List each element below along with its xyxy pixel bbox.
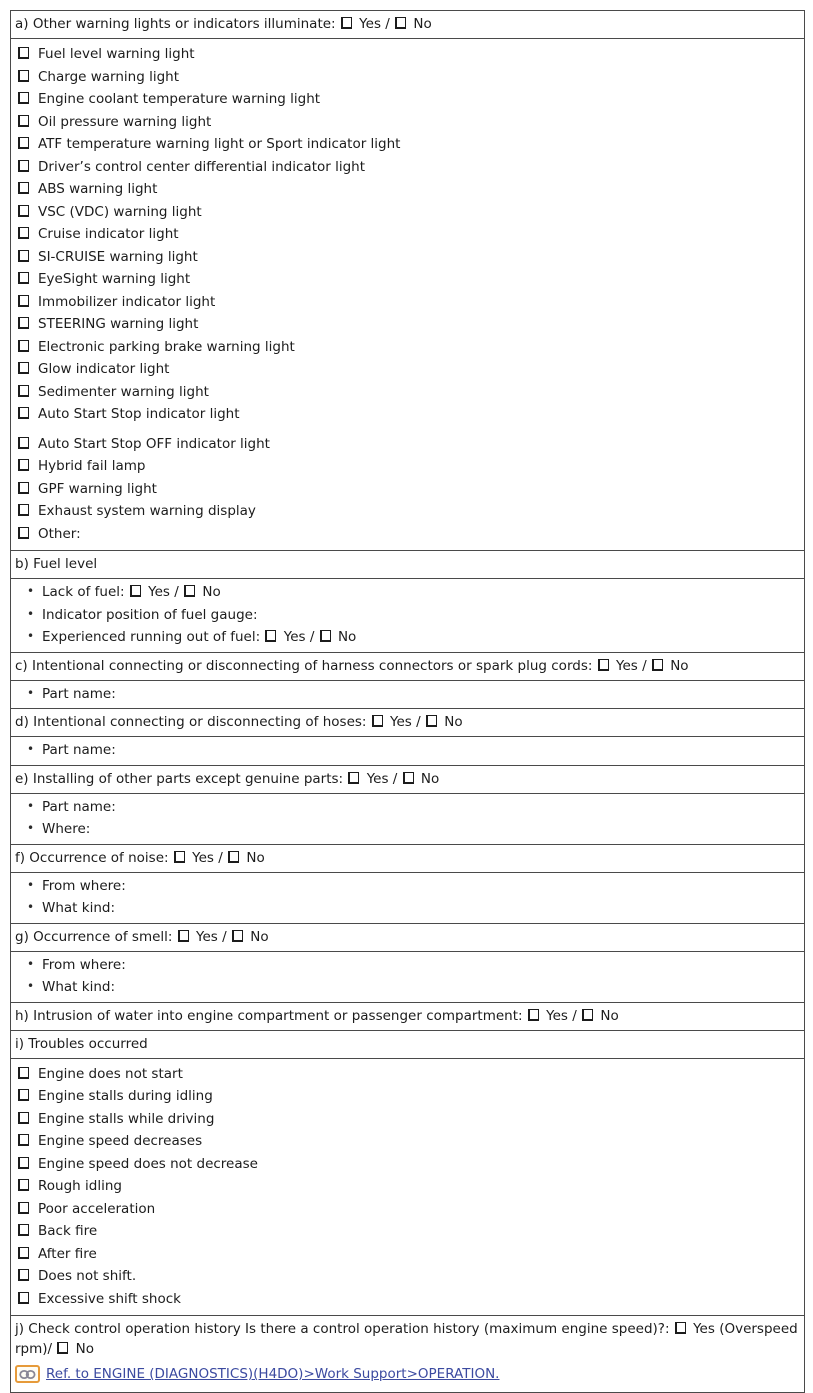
checkbox-icon bbox=[18, 47, 29, 59]
checklist-item-label: STEERING warning light bbox=[38, 316, 199, 332]
bullet-item: • Part name: bbox=[11, 739, 798, 762]
bullet-item: • Lack of fuel: Yes / No bbox=[11, 581, 798, 604]
checkbox-icon bbox=[18, 1202, 29, 1214]
checklist-item-label: Driver’s control center differential indicator light bbox=[38, 158, 366, 175]
checklist-item bbox=[17, 1243, 798, 1266]
checkbox-icon bbox=[18, 1157, 29, 1169]
checkbox-icon bbox=[18, 340, 29, 352]
checklist-item bbox=[17, 223, 798, 246]
checklist-item-label: Does not shift. bbox=[38, 1268, 137, 1284]
section-header-text: j) Check control operation history Is there a control operation history (maximum engine speed)?: Yes (Overspeed rpm)/ No bbox=[15, 1321, 798, 1357]
checklist-item bbox=[17, 66, 798, 89]
checklist-item-label: Engine coolant temperature warning light bbox=[38, 91, 321, 107]
noise-details bbox=[11, 872, 804, 923]
checklist-item-label: Auto Start Stop indicator light bbox=[38, 406, 240, 422]
checklist-item-label: Exhaust system warning display bbox=[38, 503, 256, 519]
checkbox-icon bbox=[18, 1269, 29, 1281]
checklist-item bbox=[17, 43, 798, 66]
checkbox-icon bbox=[228, 851, 239, 863]
checkbox-icon bbox=[528, 1009, 539, 1021]
checklist-item bbox=[17, 156, 798, 179]
checkbox-icon bbox=[18, 362, 29, 374]
checklist-item-label: Engine stalls during idling bbox=[38, 1088, 213, 1104]
checklist-item bbox=[17, 268, 798, 291]
checklist-item bbox=[17, 500, 798, 523]
checklist-item-label: Cruise indicator light bbox=[38, 226, 179, 242]
checklist-item bbox=[17, 403, 798, 426]
checkbox-icon bbox=[403, 772, 414, 784]
checkbox-icon bbox=[18, 137, 29, 149]
bullet-item: • What kind: bbox=[11, 976, 798, 999]
checklist-item-label: Sedimenter warning light bbox=[38, 383, 209, 400]
checkbox-icon bbox=[184, 585, 195, 597]
checkbox-icon bbox=[18, 385, 29, 397]
checkbox-icon bbox=[178, 930, 189, 942]
section-header-text: h) Intrusion of water into engine compartment or passenger compartment: Yes / No bbox=[15, 1007, 619, 1024]
checklist-item-label: Engine speed does not decrease bbox=[38, 1155, 258, 1172]
section-header-text: d) Intentional connecting or disconnecting of hoses: Yes / No bbox=[15, 714, 463, 730]
checkbox-icon bbox=[18, 1179, 29, 1191]
checkbox-icon bbox=[18, 295, 29, 307]
checklist-item bbox=[17, 313, 798, 336]
bullet-item: • From where: bbox=[11, 875, 798, 898]
checklist-item-label: Electronic parking brake warning light bbox=[38, 338, 295, 355]
checklist-item bbox=[17, 478, 798, 501]
bullet-item: • What kind: bbox=[11, 897, 798, 920]
checkbox-icon bbox=[18, 1134, 29, 1146]
hoses-part-name bbox=[11, 736, 804, 765]
checkbox-icon bbox=[57, 1342, 68, 1354]
checkbox-icon bbox=[18, 92, 29, 104]
checkbox-icon bbox=[232, 930, 243, 942]
section-header-text: a) Other warning lights or indicators illuminate: Yes / No bbox=[15, 16, 432, 32]
checklist-item bbox=[17, 246, 798, 269]
checklist-item bbox=[17, 455, 798, 478]
section-header-c bbox=[11, 652, 804, 680]
bullet-item: • Experienced running out of fuel: Yes / No bbox=[11, 626, 798, 649]
checklist-item-label: Rough idling bbox=[38, 1178, 122, 1194]
checklist-item bbox=[17, 1288, 798, 1311]
checkbox-icon bbox=[18, 115, 29, 127]
other-parts-details bbox=[11, 793, 804, 844]
checkbox-icon bbox=[348, 772, 359, 784]
checklist-item bbox=[17, 1085, 798, 1108]
checklist-item-label: VSC (VDC) warning light bbox=[38, 203, 202, 220]
checkbox-icon bbox=[320, 630, 331, 642]
bullet-item: • Part name: bbox=[11, 683, 798, 706]
checkbox-icon bbox=[265, 630, 276, 642]
section-header-text: g) Occurrence of smell: Yes / No bbox=[15, 928, 269, 945]
checklist-item-label: Poor acceleration bbox=[38, 1200, 156, 1217]
checklist-item bbox=[17, 1175, 798, 1198]
section-header-e bbox=[11, 765, 804, 793]
checklist-item-label: Fuel level warning light bbox=[38, 46, 195, 62]
reference-line bbox=[15, 1362, 798, 1388]
checkbox-icon bbox=[18, 437, 29, 449]
diagnostic-interview-table bbox=[10, 10, 805, 1393]
checkbox-icon bbox=[426, 715, 437, 727]
section-header-a bbox=[11, 11, 804, 38]
fuel-level-details bbox=[11, 578, 804, 652]
checklist-item bbox=[17, 1108, 798, 1131]
checkbox-icon bbox=[130, 585, 141, 597]
checklist-item-label: Back fire bbox=[38, 1223, 98, 1239]
checkbox-icon bbox=[18, 1224, 29, 1236]
checklist-item-label: Glow indicator light bbox=[38, 361, 170, 377]
checklist-item-label: ATF temperature warning light or Sport indicator light bbox=[38, 136, 401, 152]
checklist-item bbox=[17, 88, 798, 111]
section-header-g bbox=[11, 923, 804, 951]
checkbox-icon bbox=[582, 1009, 593, 1021]
section-header-h bbox=[11, 1002, 804, 1030]
troubles-checklist bbox=[11, 1058, 804, 1316]
checklist-item bbox=[17, 1153, 798, 1176]
checklist-item-label: Auto Start Stop OFF indicator light bbox=[38, 435, 270, 452]
checklist-item bbox=[17, 433, 798, 456]
reference-link[interactable] bbox=[15, 1362, 499, 1386]
checkbox-icon bbox=[18, 160, 29, 172]
checkbox-icon bbox=[18, 70, 29, 82]
harness-part-name bbox=[11, 680, 804, 709]
checklist-item-label: Immobilizer indicator light bbox=[38, 293, 216, 310]
section-header-f bbox=[11, 844, 804, 872]
checklist-item-label: Engine does not start bbox=[38, 1065, 183, 1082]
section-header-i bbox=[11, 1030, 804, 1058]
checkbox-icon bbox=[18, 482, 29, 494]
checklist-item-label: After fire bbox=[38, 1245, 97, 1262]
checklist-item bbox=[17, 1130, 798, 1153]
checklist-item-label: ABS warning light bbox=[38, 181, 158, 197]
checkbox-icon bbox=[18, 504, 29, 516]
checklist-item bbox=[17, 1265, 798, 1288]
checkbox-icon bbox=[18, 250, 29, 262]
checkbox-icon bbox=[18, 459, 29, 471]
checkbox-icon bbox=[18, 1247, 29, 1259]
section-header-b bbox=[11, 550, 804, 578]
section-header-text: e) Installing of other parts except genuine parts: Yes / No bbox=[15, 770, 440, 787]
checklist-item-label: Charge warning light bbox=[38, 68, 180, 85]
checklist-item-label: GPF warning light bbox=[38, 480, 157, 497]
section-header-d bbox=[11, 708, 804, 736]
checklist-item-label: Oil pressure warning light bbox=[38, 113, 212, 130]
checklist-item-label: SI-CRUISE warning light bbox=[38, 248, 198, 265]
checklist-item bbox=[17, 178, 798, 201]
bullet-item: • From where: bbox=[11, 954, 798, 977]
checklist-item bbox=[17, 133, 798, 156]
checkbox-icon bbox=[18, 317, 29, 329]
checklist-item-label: Engine stalls while driving bbox=[38, 1110, 215, 1127]
reference-link-label: Ref. to ENGINE (DIAGNOSTICS)(H4DO)>Work Support>OPERATION. bbox=[46, 1366, 500, 1382]
checkbox-icon bbox=[18, 1112, 29, 1124]
checklist-item bbox=[17, 381, 798, 404]
checklist-item bbox=[17, 358, 798, 381]
checkbox-icon bbox=[18, 227, 29, 239]
section-header-text: i) Troubles occurred bbox=[15, 1035, 148, 1052]
bullet-item: • Indicator position of fuel gauge: bbox=[11, 604, 798, 627]
checkbox-icon bbox=[18, 205, 29, 217]
checkbox-icon bbox=[372, 715, 383, 727]
checklist-item bbox=[17, 1063, 798, 1086]
section-header-text: f) Occurrence of noise: Yes / No bbox=[15, 849, 265, 866]
checkbox-icon bbox=[18, 407, 29, 419]
checklist-item bbox=[17, 1198, 798, 1221]
checklist-item-label: Hybrid fail lamp bbox=[38, 458, 146, 474]
checkbox-icon bbox=[18, 1089, 29, 1101]
checklist-item-label: Engine speed decreases bbox=[38, 1133, 203, 1149]
section-header-j bbox=[11, 1315, 804, 1392]
smell-details bbox=[11, 951, 804, 1002]
checklist-item bbox=[17, 336, 798, 359]
checkbox-icon bbox=[18, 1292, 29, 1304]
checkbox-icon bbox=[18, 527, 29, 539]
link-ref-icon bbox=[15, 1365, 40, 1383]
checkbox-icon bbox=[18, 272, 29, 284]
checklist-item bbox=[17, 291, 798, 314]
checklist-item-label: Excessive shift shock bbox=[38, 1290, 181, 1307]
section-header-text: c) Intentional connecting or disconnecting of harness connectors or spark plug cords: Yes / No bbox=[15, 657, 689, 674]
checkbox-icon bbox=[18, 1067, 29, 1079]
section-header-text: b) Fuel level bbox=[15, 556, 98, 572]
bullet-item: • Part name: bbox=[11, 796, 798, 819]
checkbox-icon bbox=[598, 659, 609, 671]
checklist-item bbox=[17, 1220, 798, 1243]
checklist-item bbox=[17, 523, 798, 546]
checkbox-icon bbox=[395, 17, 406, 29]
checkbox-icon bbox=[341, 17, 352, 29]
bullet-item: • Where: bbox=[11, 818, 798, 841]
checkbox-icon bbox=[652, 659, 663, 671]
checkbox-icon bbox=[174, 851, 185, 863]
checkbox-icon bbox=[18, 182, 29, 194]
checklist-item-label: Other: bbox=[38, 525, 81, 542]
warning-lights-checklist bbox=[11, 38, 804, 550]
checklist-item bbox=[17, 111, 798, 134]
checkbox-icon bbox=[675, 1322, 686, 1334]
checklist-item-label: EyeSight warning light bbox=[38, 271, 191, 287]
checklist-item bbox=[17, 201, 798, 224]
